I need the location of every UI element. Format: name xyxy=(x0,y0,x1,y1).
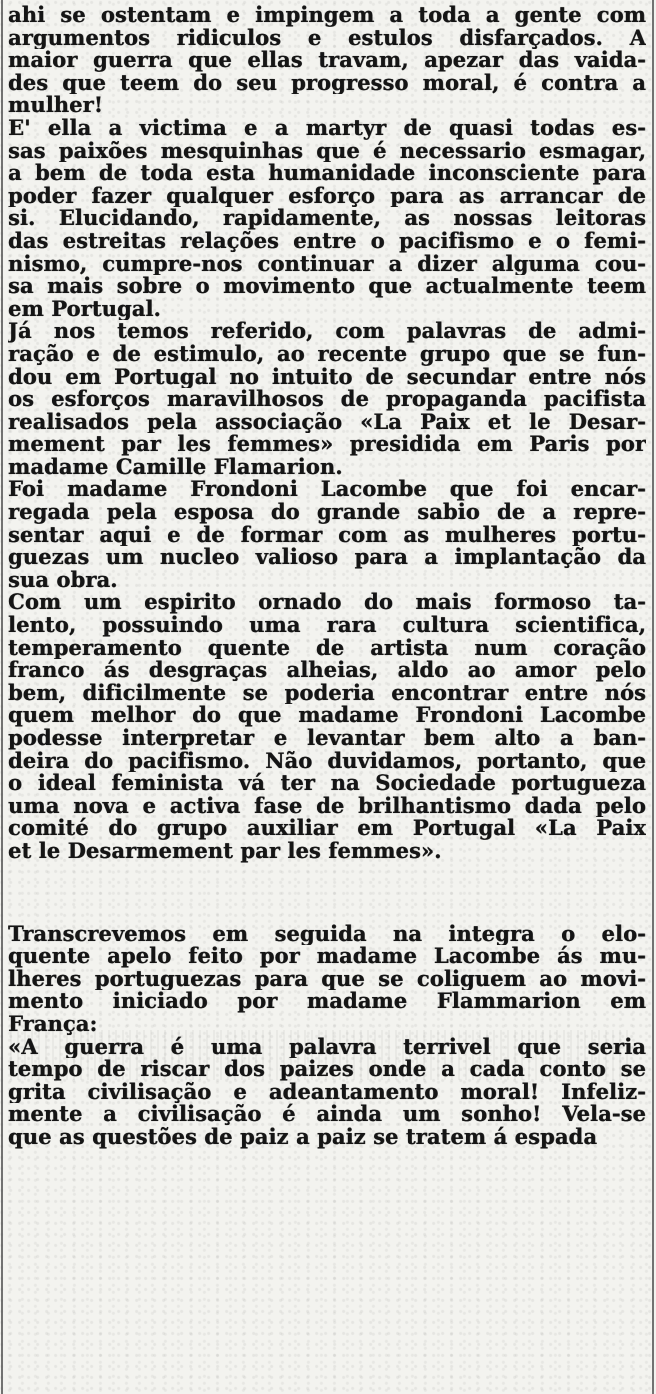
article-line: mulher! xyxy=(8,94,104,117)
article-line: et le Desarmement par les femmes». xyxy=(8,839,442,863)
article-line: ração e de estimulo, ao recente grupo que se fun- xyxy=(8,342,646,366)
article-line: guezas um nucleo valioso para a implantação da xyxy=(8,546,646,569)
print-blur-artifact xyxy=(10,1030,630,1080)
article-line: o ideal feminista vá ter na Sociedade portugueza xyxy=(8,772,646,795)
article-line: regada pela esposa do grande sabio de a repre- xyxy=(8,501,646,524)
article-line: uma nova e activa fase de brilhantismo dada pelo xyxy=(8,794,646,818)
article-line: sentar aqui e de formar com as mulheres portu- xyxy=(8,523,646,547)
article-line: «A guerra é uma palavra terrivel que seria xyxy=(8,1035,646,1059)
article-line: franco ás desgraças alheias, aldo ao amor pelo xyxy=(8,659,646,682)
article-line: comité do grupo auxiliar em Portugal «La Paix xyxy=(8,817,646,840)
article-line: poder fazer qualquer esforço para as arrancar de xyxy=(8,184,646,208)
article-line: Com um espirito ornado do mais formoso ta- xyxy=(8,591,646,615)
article-line: si. Elucidando, rapidamente, as nossas leitoras xyxy=(8,207,646,230)
article-line: quem melhor do que madame Frondoni Lacombe xyxy=(8,704,646,727)
article-line: sa mais sobre o movimento que actualmente teem xyxy=(8,275,646,298)
article-line: das estreitas relações entre o pacifismo e o femi- xyxy=(8,229,646,253)
article-line: des que teem do seu progresso moral, é contra a xyxy=(8,71,646,95)
article-line: que as questões de paiz a paiz se tratem á espada xyxy=(8,1125,598,1149)
article-line: os esforços maravilhosos de propaganda pacifista xyxy=(8,388,646,411)
article-line: dou em Portugal no intuito de secundar entre nós xyxy=(8,365,646,389)
article-line: maior guerra que ellas travam, apezar das vaida- xyxy=(8,49,646,72)
article-line: mento iniciado por madame Flammarion em xyxy=(8,990,646,1013)
article-line: quente apelo feito por madame Lacombe ás mu- xyxy=(8,945,646,968)
article-line: ahi se ostentam e impingem a toda a gente com xyxy=(8,4,646,27)
article-line: sua obra. xyxy=(8,568,118,592)
article-line: Foi madame Frondoni Lacombe que foi encar- xyxy=(8,478,646,502)
article-line: a bem de toda esta humanidade inconsciente para xyxy=(8,162,646,185)
article-line: tempo de riscar dos paizes onde a cada conto se xyxy=(8,1058,646,1081)
paragraph-gap xyxy=(8,863,646,923)
article-line: mement par les femmes» presidida em Paris por xyxy=(8,433,646,456)
article-line: em Portugal. xyxy=(8,297,161,321)
article-line: E' ella a victima e a martyr de quasi todas es- xyxy=(8,116,646,140)
article-line: lento, possuindo uma rara cultura scientifica, xyxy=(8,614,646,637)
article-line: temperamento quente de artista num coração xyxy=(8,636,646,660)
article-line: bem, dificilmente se poderia encontrar entre nós xyxy=(8,681,646,705)
article-line: Transcrevemos em seguida na integra o elo- xyxy=(8,922,646,946)
article-line: podesse interpretar e levantar bem alto a ban- xyxy=(8,727,646,750)
article-column xyxy=(8,4,646,1149)
article-line: realisados pela associação «La Paix et le Desar- xyxy=(8,410,646,434)
article-line: sas paixões mesquinhas que é necessario esmagar, xyxy=(8,139,646,163)
article-line: França: xyxy=(8,1012,98,1036)
article-line: madame Camille Flamarion. xyxy=(8,455,343,479)
article-line: deira do pacifismo. Não duvidamos, portanto, que xyxy=(8,749,646,773)
article-text-block-1 xyxy=(8,4,646,863)
article-line: grita civilisação e adeantamento moral! Infeliz- xyxy=(8,1080,646,1104)
column-rule-left xyxy=(1,0,3,1394)
article-line: mente a civilisação é ainda um sonho! Vela-se xyxy=(8,1103,646,1126)
article-line: nismo, cumpre-nos continuar a dizer alguma cou- xyxy=(8,252,646,276)
article-line: Já nos temos referido, com palavras de admi- xyxy=(8,320,646,343)
article-line: lheres portuguezas para que se coliguem ao movi- xyxy=(8,967,646,991)
column-rule-right xyxy=(652,0,654,1394)
article-line: argumentos ridiculos e estulos disfarçados. A xyxy=(8,26,646,50)
